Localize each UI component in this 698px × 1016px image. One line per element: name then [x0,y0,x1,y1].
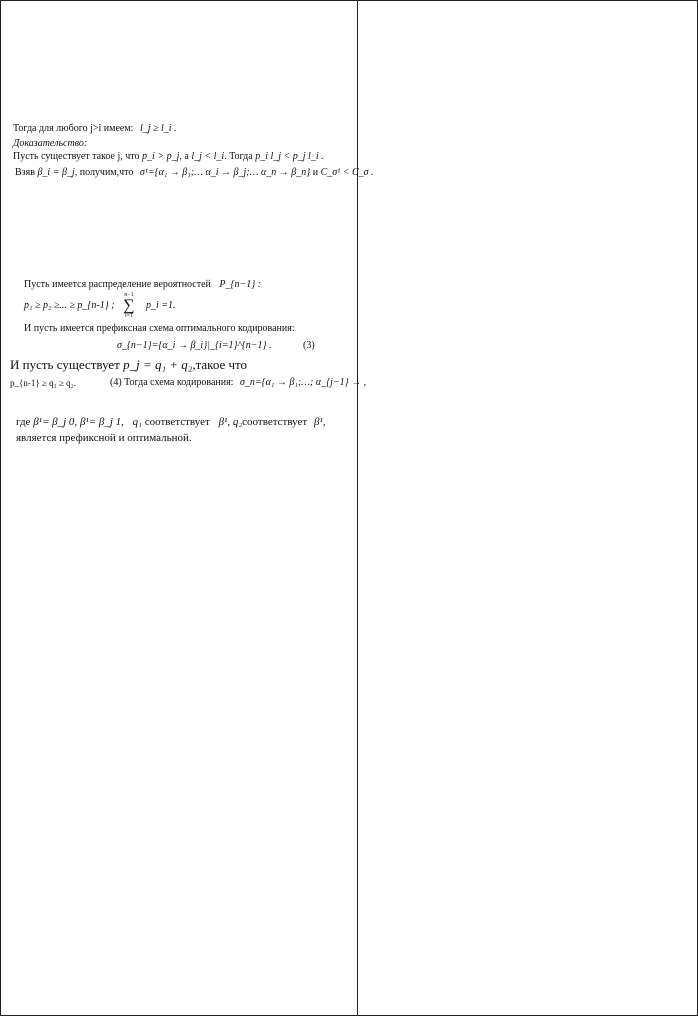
sum-body: p_i =1. [146,300,176,311]
def-formula-6: β¹, [313,416,326,428]
proof-text-c: . Тогда [224,151,253,162]
statement-formula: l_j ≥ l_i . [139,123,177,134]
def-formula-5: q₂ [232,416,243,428]
condition-formula: p_{n-1} ≥ q₁ ≥ q₂. [10,378,77,388]
proof-formula-2: l_j < l_i [191,151,225,162]
existence-text-b: ,такое что [192,357,248,372]
codeword-definition-line [16,416,326,429]
prefix-scheme-line: И пусть имеется префиксная схема оптимального кодирования: [24,323,295,334]
def-formula-3: q₁ [132,416,142,428]
sum-symbol [119,292,139,320]
def-text-a: где [16,416,31,428]
def-formula-4: β¹, [218,416,231,428]
conclusion-text-b: , получим,что [74,167,134,178]
conclusion-formula-1: β_i = β_j [37,167,75,178]
def-text-b: соответствует [144,416,210,428]
distribution-formula: P_{n−1} : [219,279,262,290]
sum-sign: ∑ [123,297,135,314]
proof-formula-1: p_i > p_j [142,151,180,162]
final-statement: является префиксной и оптимальной. [16,432,192,444]
def-formula-1: β¹= β_j 0, [33,416,78,428]
distribution-text: Пусть имеется распределение вероятностей [24,279,211,290]
existence-text-a: И пусть существует [10,357,120,372]
equation-number-4: (4) [110,377,122,388]
existence-formula: p_j = q₁ + q₂ [123,357,193,372]
distribution-line [24,279,261,291]
def-text-c: соответствует [242,416,308,428]
sum-lower-limit: i=1 [124,313,134,319]
sum-upper-limit: n−1 [124,292,134,298]
existence-line [10,357,247,372]
statement-text: Тогда для любого j>i имеем: [13,123,134,134]
def-formula-2: β¹= β_j 1, [79,416,124,428]
conclusion-text-a: Взяв [15,167,35,178]
coding-scheme-line [110,377,366,389]
column-divider [357,0,358,1016]
conclusion-text-c: и [312,167,319,178]
ordering-formula: p₁ ≥ p₂ ≥... ≥ p_{n-1} ; [24,300,115,311]
scheme-formula: σ_{n−1}={α_i → β_i}|_{i=1}^{n−1} . [117,340,272,351]
conclusion-formula-3: C_σ¹ < C_σ . [320,167,374,178]
equation-number-3: (3) [303,340,315,351]
proof-text-b: , а [179,151,189,162]
proof-line-assumption [13,151,324,163]
coding-scheme-formula: σ_n={α₁ → β₁;…; α_{j−1} → , [239,377,367,388]
coding-scheme-text: Тогда схема кодирования: [124,377,234,388]
proof-label: Доказательство: [13,138,88,149]
proof-formula-3: p_i l_j < p_j l_i . [255,151,324,162]
statement-line [13,123,177,135]
proof-line-conclusion [15,167,374,179]
proof-text-a: Пусть существует такое j, что [13,151,140,162]
conclusion-formula-2: σ¹={α₁ → β₁;… α_i → β_j;… α_n → β_n} [139,167,311,178]
